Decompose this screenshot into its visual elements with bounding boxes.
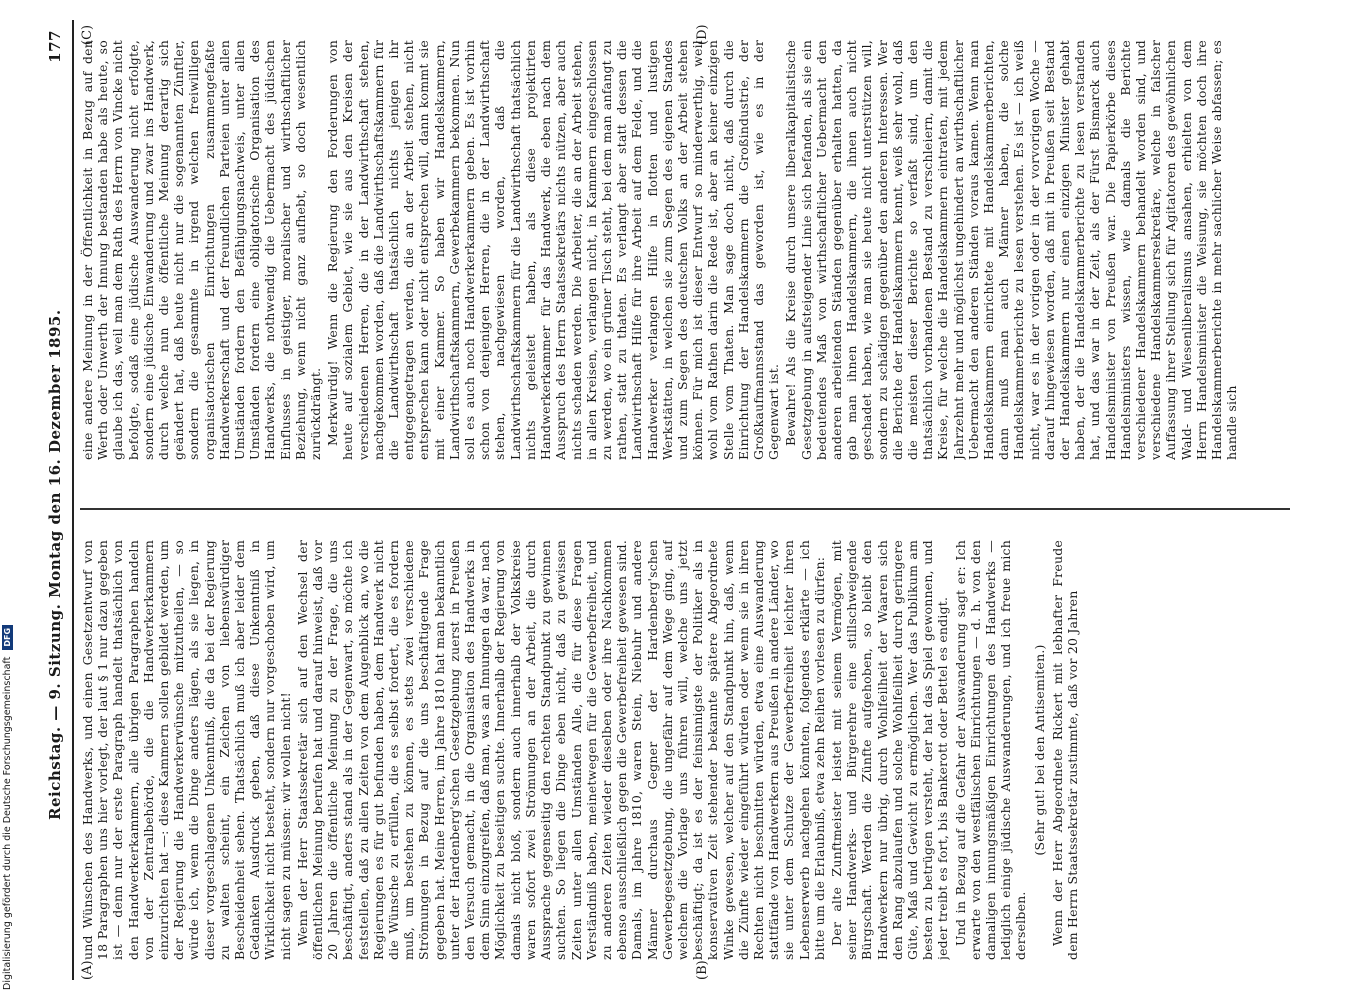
left-column: [80, 540, 1290, 960]
interjection: (Sehr gut! bei den Antisemiten.): [1031, 644, 1047, 856]
header-rule: [72, 20, 74, 980]
paragraph: Merkwürdig! Wenn die Regierung den Forderungen von heute auf sozialem Gebiet, wie sie aus den Kreisen der verschiedenen Herren, die in der Landwirthschaft stehen, nachgekommen worden, daß die Landwirthschaftskammern für die Landwirthschaft thatsächlich nichts jenigen ihr entgegengetragen werden, die an der Arbeit stehen, nicht entsprechen kann oder nicht entsprechen will, dann kommt sie mit einer Kammer. So haben wir Handelskammern, Landwirthschaftskammern, Gewerbekammern bekommen. Nun soll es auch noch Handwerkerkammern geben. Es ist vorhin schon von denjenigen Herren, die in der Landwirthschaft stehen, nachgewiesen worden, daß die Landwirthschaftskammern für die Landwirthschaft thatsächlich nichts geleistet haben, als diese projektirten Handwerkerkammer für das Handwerk, die eben nach dem Ausspruch des Herrn Staatssekretärs nichts nützen, aber auch nichts schaden werden. Die Arbeiter, die an der Arbeit stehen, in allen Kreisen, verlangen nicht, in Kammern eingeschlossen zu werden, wo ein grüner Tisch steht, bei dem man anfangt zu rathen, statt zu thaten. Es verlangt aber statt dessen die Landwirthschaft Hilfe für ihre Arbeit auf dem Felde, und die Handwerker verlangen Hilfe in flotten und lustigen Werkstätten, in welchen sie zum Segen des eigenen Standes und zum Segen des deutschen Volks an der Arbeit stehen können. Für mich ist dieser Entwurf so minderwerthig, weil wohl vom Rathen darin die Rede ist, aber an keiner einzigen Stelle vom Thaten. Man sage doch nicht, daß durch die Einrichtung der Handelskammern die Großindustrie, der Großkaufmannsstand das geworden ist, wie es in der Gegenwart ist.: [325, 40, 782, 460]
quotation: Der alte Zunftmeister leistet mit seinem Vermögen, mit seiner Handwerks- und Bürgerehre eine stillschweigende Bürgschaft. Werden die Zünfte aufgehoben, so bleibt den Handwerkern nur übrig, durch Wohlfeilheit der Waaren sich den Rang abzulaufen und solche Wohlfeilheit durch geringere Güte, Maß und Gewicht zu ermöglichen. Wer das Publikum am besten zu betrügen versteht, der hat das Spiel gewonnen, und jeder treibt es fort, bis Bankerott oder Bettel es endigt.: [828, 540, 951, 960]
paragraph: Bewahre! Als die Kreise durch unsere liberalkapitalistische Gesetzgebung in aufsteigender Linie sich befanden, als sie ein bedeutendes Maß von wirthschaftlicher Uebermacht den anderen arbeitenden Ständen gegenüber erhalten hatten, da gab man ihnen Handelskammern, die ihnen auch nicht geschadet haben, wie man sie heute nicht unterstützen will, sondern zu schädigen gegenüber den anderen Interessen. Wer die Berichte der Handelskammern kennt, weiß sehr wohl, daß die meisten dieser Berichte so verfaßt sind, um den thatsächlich vorhandenen Bestand zu verschleiern, damit die Kreise, für welche die Handelskammern eintraten, mit jedem Jahrzehnt mehr und möglichst ungehindert an wirthschaftlicher Uebermacht den anderen Ständen voraus kamen. Wenn man Handelskammern einrichtete mit Handelskammerberichten, dann muß man auch Männer haben, die solche Handelskammerberichte zu lesen verstehen. Es ist — ich weiß nicht, war es in der vorigen oder in der vorvorigen Woche — darauf hingewiesen worden, daß mit in Preußen seit Bestand der Handelskammern nur einen einzigen Minister gehabt haben, der die Handelskammerberichte zu lesen verstanden hat, und das war in der Zeit, als der Fürst Bismarck auch Handelsminister von Preußen war. Die Papierkörbe dieses Handelsministers wissen, wie damals die Berichte verschiedener Handelskammern behandelt worden sind, und verschiedene Handelskammersekretäre, welche in falscher Auffassung ihrer Stellung sich für Agitatoren des gewöhnlichen Wald- und Wiesenliberalismus ansahen, erhielten von dem Herrn Handelsminister die Weisung, sie möchten doch ihre Handelskammerberichte in mehr sachlicher Weise abfassen; es handle sich: [783, 40, 1240, 460]
running-title: Reichstag. — 9. Sitzung. Montag den 16. Dezember 1895.: [46, 309, 64, 820]
page-header: [40, 20, 70, 980]
paragraph: Wenn der Herr Staatssekretär sich auf den Wechsel der öffentlichen Meinung berufen hat und darauf hinweist, daß vor 20 Jahren die öffentliche Meinung zu der Frage, die uns beschäftigt, anders stand als in der Gegenwart, so möchte ich feststellen, daß zu allen Zeiten von dem Augenblick an, wo die Regierungen es für gut befunden haben, dem Handwerk nicht die Wünsche zu erfüllen, die es selbst fordert, die es fordern muß, um bestehen zu können, es stets zwei verschiedene Strömungen in Bezug auf die uns beschäftigende Frage gegeben hat. Meine Herren, im Jahre 1810 hat man bekanntlich unter der Hardenberg'schen Gesetzgebung zuerst in Preußen den Versuch gemacht, in die Organisation des Handwerks in dem Sinn einzugreifen, daß man, was an Innungen da war, nach Möglichkeit zu beseitigen suchte. Innerhalb der Regierung von damals nicht bloß, sondern auch innerhalb der Volkskreise waren sofort zwei Strömungen an der Arbeit, die durch Aussprache gegenseitig den rechten Standpunkt zu gewinnen suchten. So liegen die Dinge eben nicht, daß zu gewissen Zeiten unter allen Umständen Alle, die für diese Fragen Verständniß haben, meinetwegen für die Gewerbefreiheit, und zu anderen Zeiten wieder dieselben oder ihre Nachkommen ebenso ausschließlich gegen die Gewerbefreiheit gewesen sind. Damals, im Jahre 1810, waren Stein, Niebuhr und andere Männer durchaus Gegner der Hardenberg'schen Gewerbegesetzgebung, die ungefähr auf dem Wege ging, auf welchem die Vorlage uns führen will, welche uns jetzt beschäftigt; da ist es der feinsinnigste der Politiker als in konservativen Zeit stehender bekannte spätere Abgeordnete Winke gewesen, welcher auf den Standpunkt hin, daß, wenn die Zünfte wieder eingeführt würden oder wenn sie in ihren Rechten nicht beschnitten würden, etwa eine Auswanderung stattfände von Handwerkern aus Preußen in andere Länder, wo sie unter dem Schutze der Gewerbefreiheit leichter ihren Lebenserwerb nachgehen könnten, folgendes erklärte — ich bitte um die Erlaubniß, etwa zehn Reihen vorlesen zu dürfen:: [294, 540, 827, 960]
margin-marker-a: (A): [80, 960, 95, 980]
dfg-logo: DFG: [2, 625, 13, 650]
margin-marker-d: (D): [695, 24, 710, 45]
paragraph: Wenn der Herr Abgeordnete Rickert mit lebhafter Freude dem Herrn Staatssekretär zustimmte, daß vor 20 Jahren: [1049, 540, 1080, 960]
paragraph: eine andere Meinung in der Öffentlichkeit in Bezug auf den Werth oder Unwerth der Innung bestanden habe als heute, so glaube ich das, weil man dem Rath des Herrn von Vincke nicht befolgte, sodaß eine jüdische Auswanderung nicht erfolgte, sondern eine jüdische Einwanderung und zwar ins Handwerk, durch welche nun die öffentliche Meinung derartig sich geändert hat, daß heute nicht nur die sogenannten Zünftler, sondern die gesammte in irgend welchen freiwilligen organisatorischen Einrichtungen zusammengefaßte Handwerkerschaft und der freundlichen Parteien unter allen Umständen fordern den Befähigungsnachweis, unter allen Umständen fordern eine obligatorische Organisation des Handwerks, die nothwendig die Uebermacht des jüdischen Einflusses in geistiger, moralischer und wirthschaftlicher Beziehung, wenn nicht ganz aufhebt, so doch wesentlich zurückdrängt.: [80, 40, 324, 460]
paragraph: und Wünschen des Handwerks, und einen Gesetzentwurf von 18 Paragraphen uns hier vorlegt, der laut § 1 nur dazu gegeben ist — denn nur der erste Paragraph handelt thatsächlich von den Handwerkerkammern, alle übrigen Paragraphen handeln von der Zentralbehörde, die die Handwerkerkammern einzurichten hat —: diese Kammern sollen gebildet werden, um der Regierung die Handwerkerwünsche mitzutheilen, — so würde ich, wenn die Dinge anders lägen, als sie liegen, in dieser vorgeschlagenen Unkenntniß, die da bei der Regierung zu walten scheint, ein Zeichen von liebenswürdiger Bescheidenheit sehen. Thatsächlich muß ich aber leider dem Gedanken Ausdruck geben, daß diese Unkenntniß in Wirklichkeit nicht besteht, sondern nur vorgeschoben wird, um nicht sagen zu müssen: wir wollen nicht!: [80, 540, 293, 960]
margin-marker-b: (B): [695, 960, 710, 980]
digitization-footer: [2, 600, 24, 990]
page-number: 177: [46, 30, 64, 63]
rotated-page: [40, 20, 1310, 980]
paragraph: Und in Bezug auf die Gefahr der Auswanderung sagt er: Ich erwarte von den westfälischen Einrichtungen — d. h. von den damaligen innungsmäßigen Einrichtungen des Handwerks — lediglich einige jüdische Auswanderungen, und ich freue mich derselben.: [952, 540, 1029, 960]
right-column: [80, 40, 1290, 460]
margin-marker-c: (C): [80, 24, 95, 45]
column-divider: [80, 508, 1290, 510]
footer-text: Digitalisierung gefördert durch die Deutsche Forschungsgemeinschaft: [2, 656, 13, 990]
